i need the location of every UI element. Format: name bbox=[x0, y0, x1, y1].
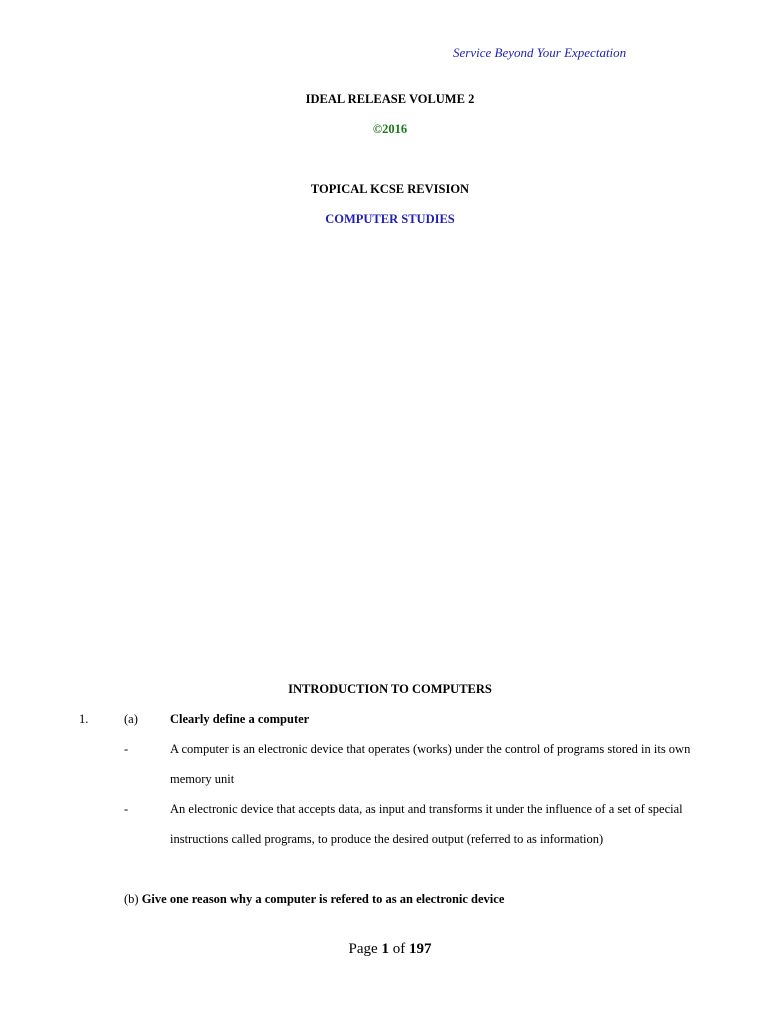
document-subtitle: TOPICAL KCSE REVISION bbox=[310, 182, 470, 196]
of-word: of bbox=[392, 941, 406, 957]
part-a-label: (a) bbox=[124, 712, 138, 726]
page-total: 197 bbox=[408, 941, 432, 957]
document-title: IDEAL RELEASE VOLUME 2 bbox=[305, 92, 475, 106]
answer-text-line: A computer is an electronic device that operates (works) under the control of programs stored in its own bbox=[170, 742, 691, 756]
section-heading: INTRODUCTION TO COMPUTERS bbox=[288, 682, 492, 696]
page-word: Page bbox=[348, 941, 378, 957]
answer-text-line: instructions called programs, to produce the desired output (referred to as information) bbox=[170, 832, 604, 846]
page-footer bbox=[0, 941, 768, 958]
answer-bullet: - bbox=[124, 742, 129, 756]
answer-bullet: - bbox=[124, 802, 129, 816]
answer-text-line: An electronic device that accepts data, as input and transforms it under the influence of a set of special bbox=[170, 802, 683, 816]
header-tagline: Service Beyond Your Expectation bbox=[453, 45, 627, 60]
part-b-question: Give one reason why a computer is refered to as an electronic device bbox=[141, 892, 505, 906]
part-a-question: Clearly define a computer bbox=[170, 712, 310, 726]
subject-title: COMPUTER STUDIES bbox=[325, 212, 455, 226]
answer-text-line: memory unit bbox=[170, 772, 235, 786]
copyright-year: ©2016 bbox=[372, 122, 408, 136]
part-b-label: (b) bbox=[124, 892, 139, 906]
part-b bbox=[124, 892, 504, 907]
page-current: 1 bbox=[381, 941, 389, 957]
question-number: 1. bbox=[79, 712, 89, 726]
